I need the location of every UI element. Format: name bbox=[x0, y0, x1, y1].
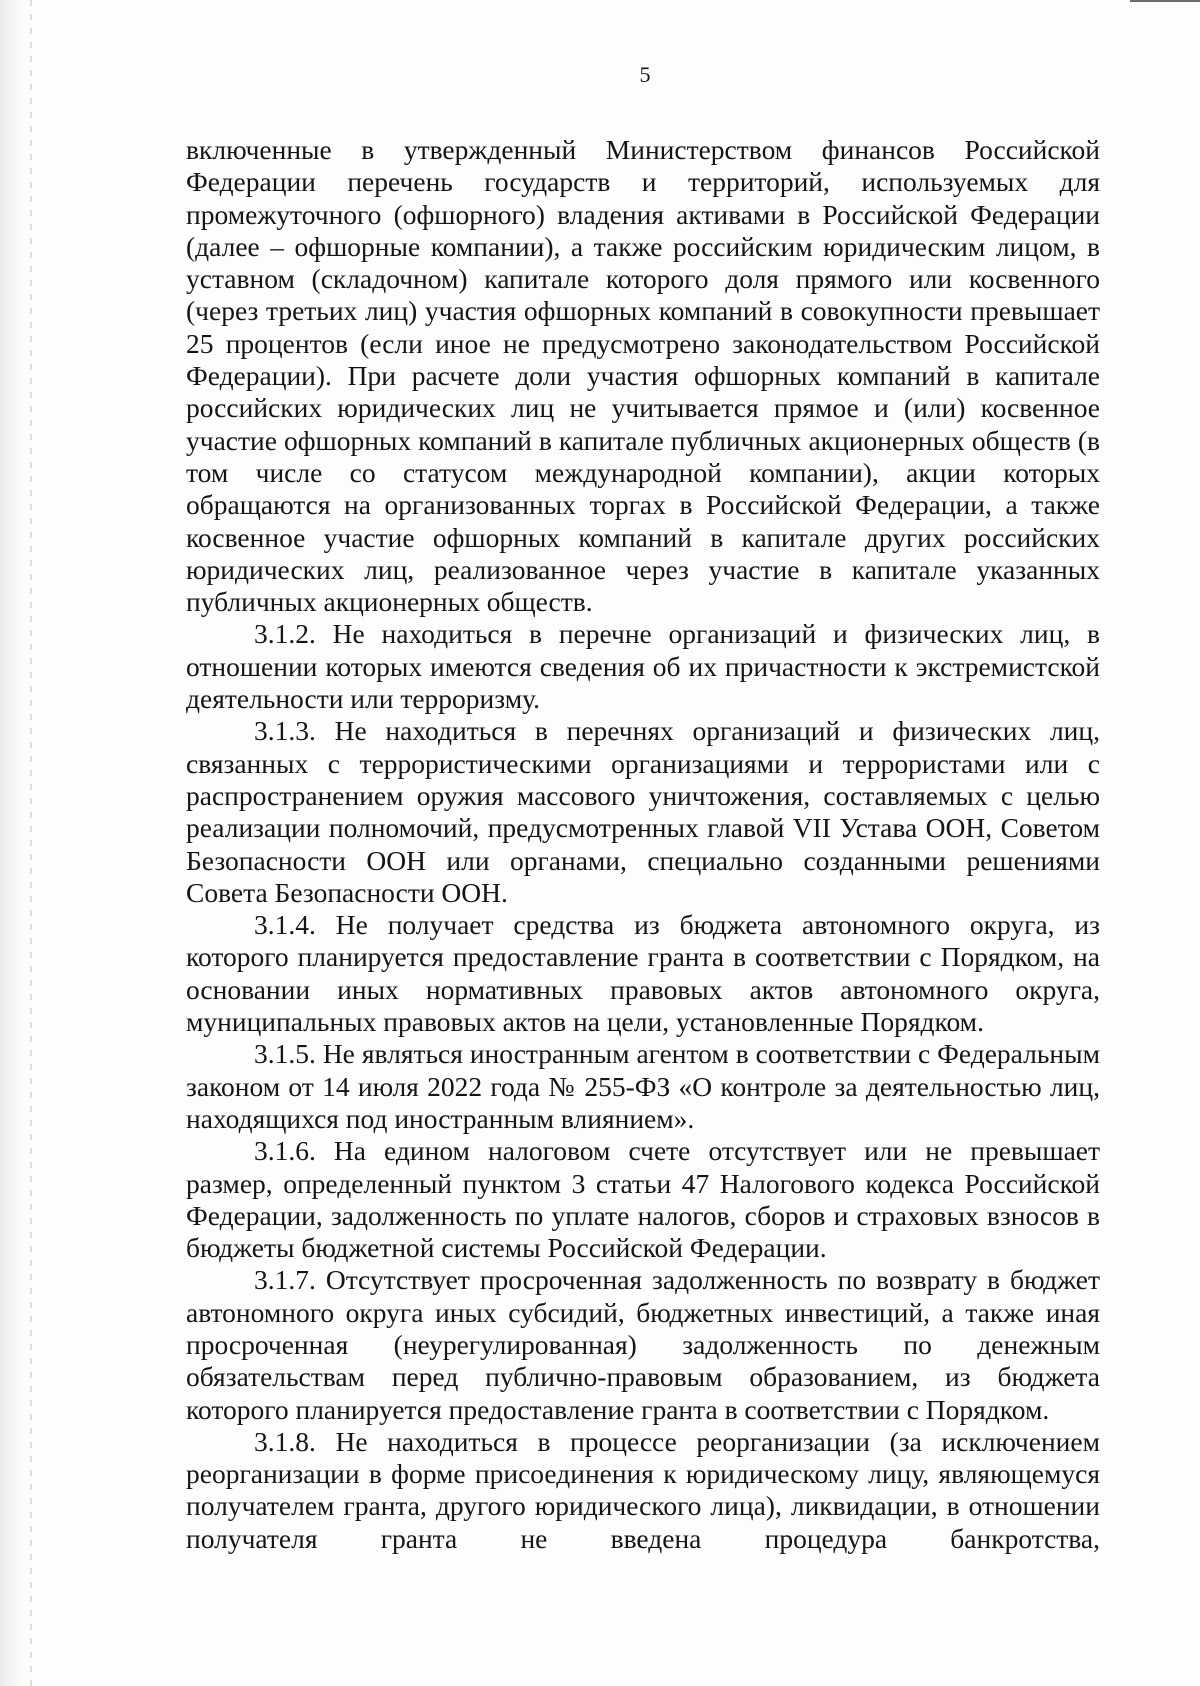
paragraph-3-1-2: 3.1.2. Не находиться в перечне организаций и физических лиц, в отношении которых имеются сведения об их причастности к экстремистской деятельности или терроризму. bbox=[186, 618, 1100, 715]
page-number: 5 bbox=[639, 62, 651, 87]
document-body bbox=[186, 134, 1100, 1555]
scan-edge-line bbox=[30, 0, 32, 1686]
paragraph-3-1-8: 3.1.8. Не находиться в процессе реорганизации (за исключением реорганизации в форме присоединения к юридическому лицу, являющемуся получателем гранта, другого юридического лица), ликвидации, в отношении получателя гранта не введена процедура банкротства, bbox=[186, 1425, 1100, 1554]
paragraph-offshore-companies: включенные в утвержденный Министерством финансов Российской Федерации перечень государств и территорий, используемых для промежуточного (офшорного) владения активами в Российской Федерации (далее – офшорные компании), а также российским юридическим лицом, в уставном (складочном) капитале которого доля прямого или косвенного (через третьих лиц) участия офшорных компаний в совокупности превышает 25 процентов (если иное не предусмотрено законодательством Российской Федерации). При расчете доли участия офшорных компаний в капитале российских юридических лиц не учитывается прямое и (или) косвенное участие офшорных компаний в капитале публичных акционерных обществ (в том числе со статусом международной компании), акции которых обращаются на организованных торгах в Российской Федерации, а также косвенное участие офшорных компаний в капитале других российских юридических лиц, реализованное через участие в капитале указанных публичных акционерных обществ. bbox=[186, 134, 1100, 618]
paragraph-3-1-3: 3.1.3. Не находиться в перечнях организаций и физических лиц, связанных с террористическими организациями и террористами или с распространением оружия массового уничтожения, составляемых с целью реализации полномочий, предусмотренных главой VII Устава ООН, Советом Безопасности ООН или органами, специально созданными решениями Совета Безопасности ООН. bbox=[186, 715, 1100, 908]
paragraph-3-1-4: 3.1.4. Не получает средства из бюджета автономного округа, из которого планируется предоставление гранта в соответствии с Порядком, на основании иных нормативных правовых актов автономного округа, муниципальных правовых актов на цели, установленные Порядком. bbox=[186, 909, 1100, 1038]
paragraph-3-1-6: 3.1.6. На едином налоговом счете отсутствует или не превышает размер, определенный пунктом 3 статьи 47 Налогового кодекса Российской Федерации, задолженность по уплате налогов, сборов и страховых взносов в бюджеты бюджетной системы Российской Федерации. bbox=[186, 1135, 1100, 1264]
paragraph-3-1-5: 3.1.5. Не являться иностранным агентом в соответствии с Федеральным законом от 14 июля 2022 года № 255-ФЗ «О контроле за деятельностью лиц, находящихся под иностранным влиянием». bbox=[186, 1038, 1100, 1134]
top-right-rule bbox=[1130, 0, 1200, 2]
scan-edge-shadow bbox=[0, 0, 34, 1686]
paragraph-3-1-7: 3.1.7. Отсутствует просроченная задолженность по возврату в бюджет автономного округа иных субсидий, бюджетных инвестиций, а также иная просроченная (неурегулированная) задолженность по денежным обязательствам перед публично-правовым образованием, из бюджета которого планируется предоставление гранта в соответствии с Порядком. bbox=[186, 1264, 1100, 1425]
